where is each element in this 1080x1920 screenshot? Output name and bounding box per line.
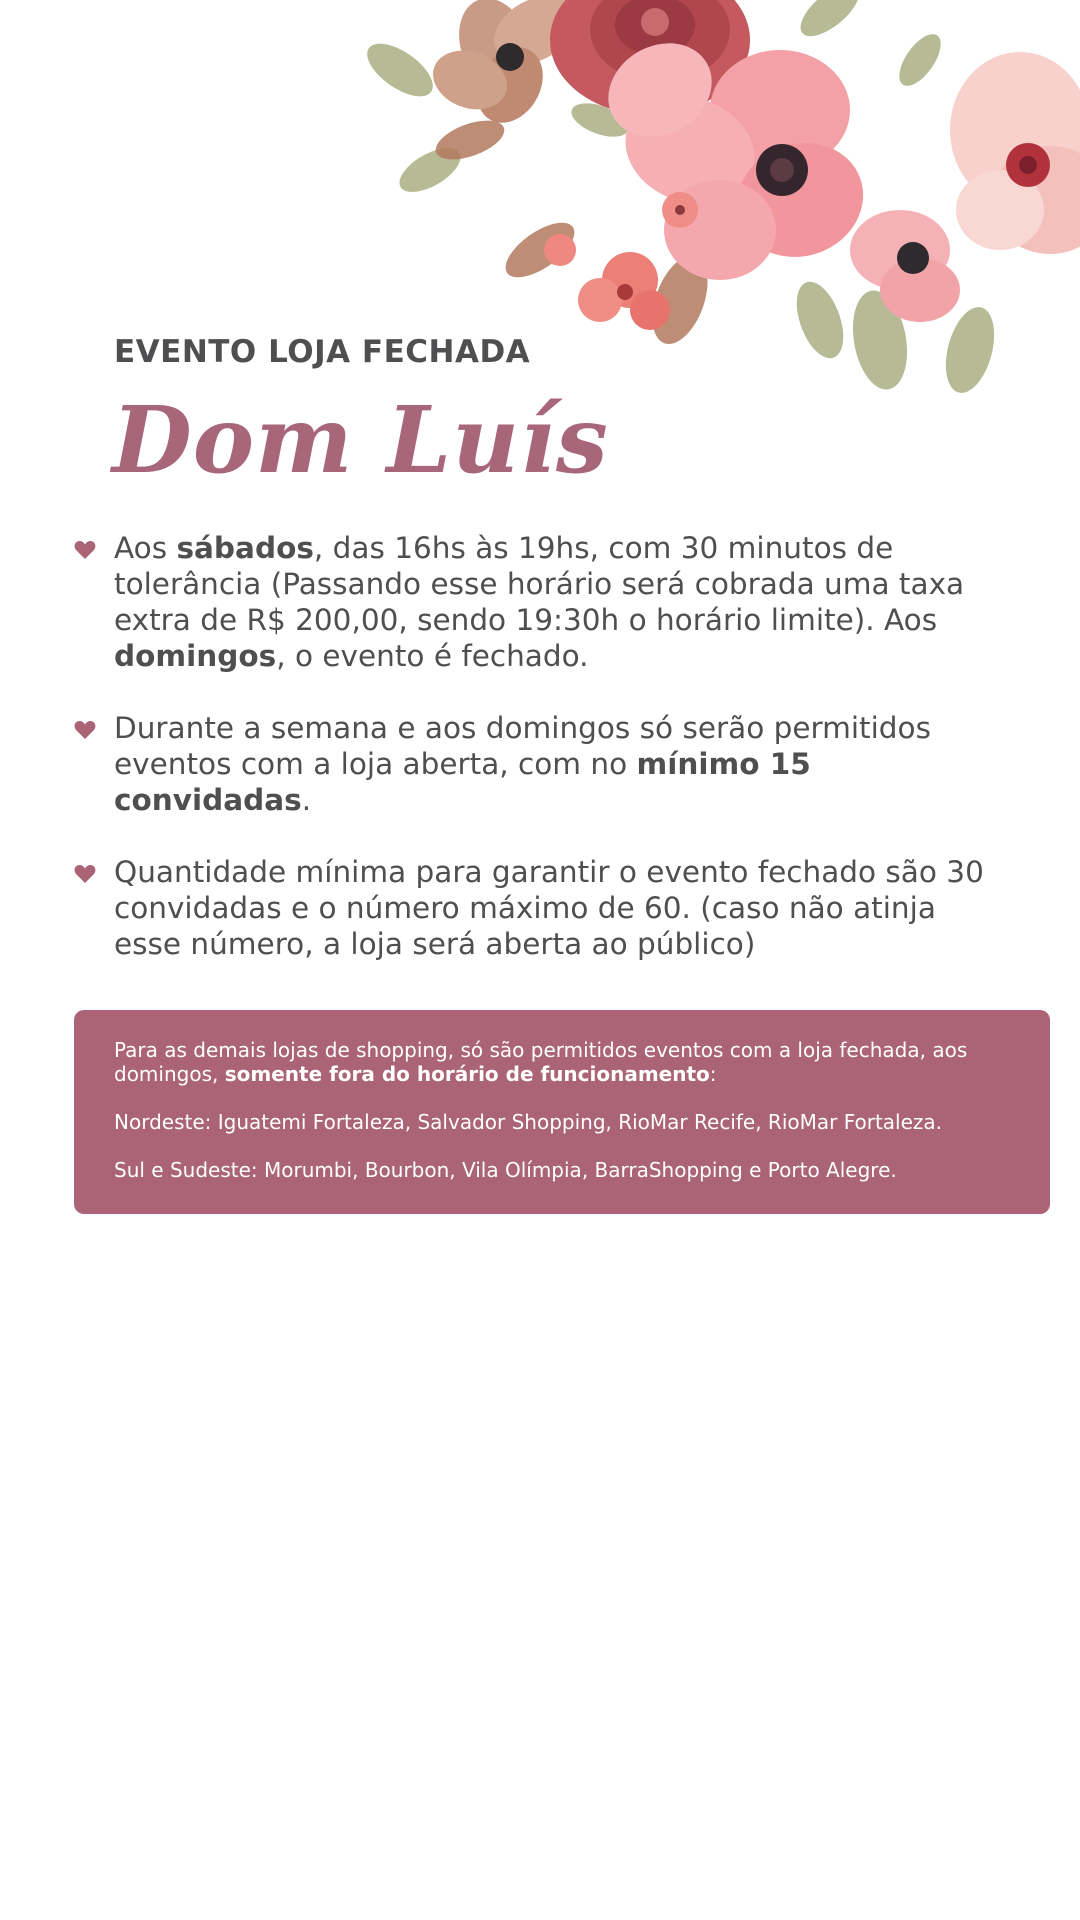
rule-item-guest-count xyxy=(0,854,1080,962)
shopping-stores-notice xyxy=(74,1010,1050,1214)
rule-item-saturday xyxy=(0,530,1080,674)
rule-text: . xyxy=(301,783,312,817)
notice-intro-bold: somente fora do horário de funcionamento xyxy=(224,1062,710,1086)
rules-list xyxy=(0,530,1080,998)
rule-bold-text: domingos xyxy=(114,639,277,673)
rule-item-weekdays xyxy=(0,710,1080,818)
rule-bold-text: sábados xyxy=(176,531,314,565)
rule-text: Quantidade mínima para garantir o evento fechado são 30 convidadas e o número máximo de 60. (caso não atinja esse número, a loja será aberta ao público) xyxy=(114,855,984,961)
heart-bullet-icon xyxy=(74,720,96,740)
rule-text: , das 16hs às 19hs, com 30 minutos de tolerância (Passando esse horário será cobrada uma taxa extra de R$ 200,00, sendo 19:30h o horário limite). Aos xyxy=(114,531,965,637)
rule-bold-text: mínimo 15 convidadas xyxy=(114,747,811,817)
notice-intro xyxy=(114,1038,1010,1086)
notice-intro-text: Para as demais lojas de shopping, só são permitidos eventos com a loja fechada, aos domingos, xyxy=(114,1038,968,1086)
notice-intro-end: : xyxy=(709,1062,717,1086)
notice-south-stores: Sul e Sudeste: Morumbi, Bourbon, Vila Olímpia, BarraShopping e Porto Alegre. xyxy=(114,1158,897,1182)
rule-text: Aos xyxy=(114,531,177,565)
notice-northeast-stores: Nordeste: Iguatemi Fortaleza, Salvador Shopping, RioMar Recife, RioMar Fortaleza. xyxy=(114,1110,943,1134)
store-name: Dom Luís xyxy=(112,386,609,494)
heart-bullet-icon xyxy=(74,864,96,884)
heart-bullet-icon xyxy=(74,540,96,560)
rule-text: , o evento é fechado. xyxy=(276,639,589,673)
event-title: EVENTO LOJA FECHADA xyxy=(114,334,531,370)
rule-text: Durante a semana e aos domingos só serão permitidos eventos com a loja aberta, com no xyxy=(114,711,931,781)
